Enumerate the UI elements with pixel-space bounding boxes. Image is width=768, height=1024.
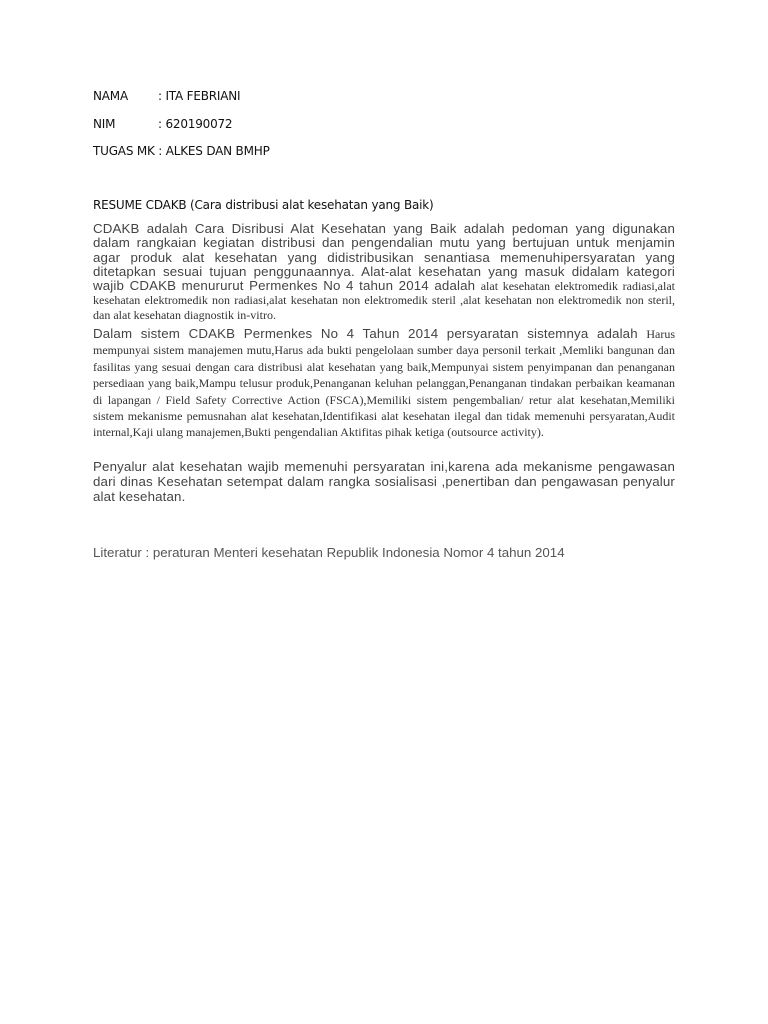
p2-sans-text: Dalam sistem CDAKB Permenkes No 4 Tahun 2014 persyaratan sistemnya adalah xyxy=(93,326,647,341)
nim-value: : 620190072 xyxy=(158,117,233,131)
nama-value: : ITA FEBRIANI xyxy=(158,89,241,103)
literature-reference: Literatur : peraturan Menteri kesehatan Republik Indonesia Nomor 4 tahun 2014 xyxy=(93,545,565,560)
tugas-line: TUGAS MK : ALKES DAN BMHP xyxy=(93,144,270,158)
paragraph-requirements xyxy=(93,326,675,441)
paragraph-definition xyxy=(93,222,675,322)
nim-line xyxy=(93,117,232,131)
nim-label: NIM xyxy=(93,117,116,131)
resume-title: RESUME CDAKB (Cara distribusi alat kesehatan yang Baik) xyxy=(93,198,434,212)
p2-serif-text: Harus mempunyai sistem manajemen mutu,Harus ada bukti pengelolaan sumber daya personil terkait ,Memliki bangunan dan fasilitas yang sesuai dengan cara distribusi alat kesehatan yang baik,Mempunyai sistem penyimpanan dan penanganan persediaan yang baik,Mampu telusur produk,Penanganan keluhan pelanggan,Penanganan tindakan perbaikan keamanan di lapangan / Field Safety Corrective Action (FSCA),Memiliki sistem pengembalian/ retur alat kesehatan,Memiliki sistem mekanisme pemusnahan alat kesehatan,Identifikasi alat kesehatan ilegal dan tidak memenuhi persyaratan,Audit internal,Kaji ulang manajemen,Bukti pengendalian Aktifitas pihak ketiga (outsource activity). xyxy=(93,327,675,440)
p1-sans-text: CDAKB adalah Cara Disribusi Alat Kesehatan yang Baik adalah pedoman yang digunakan dalam rangkaian kegiatan distribusi dan pengendalian mutu yang bertujuan untuk menjamin agar produk alat kesehatan yang didistribusikan senantiasa memenuhipersyaratan yang ditetapkan sesuai tujuan penggunaannya. Alat-alat kesehatan yang masuk didalam kategori wajib CDAKB menururut Permenkes No 4 tahun 2014 adalah xyxy=(93,221,675,294)
nama-line xyxy=(93,89,240,103)
p1-serif-text: alat kesehatan elektromedik radiasi,alat kesehatan elektromedik non radiasi,alat kesehatan non elektromedik steril ,alat kesehatan non elektromedik non steril, dan alat kesehatan diagnostik in-vitro. xyxy=(93,279,675,322)
paragraph-distributor: Penyalur alat kesehatan wajib memenuhi persyaratan ini,karena ada mekanisme pengawasan dari dinas Kesehatan setempat dalam rangka sosialisasi ,penertiban dan pengawasan penyalur alat kesehatan. xyxy=(93,459,675,505)
nama-label: NAMA xyxy=(93,89,128,103)
